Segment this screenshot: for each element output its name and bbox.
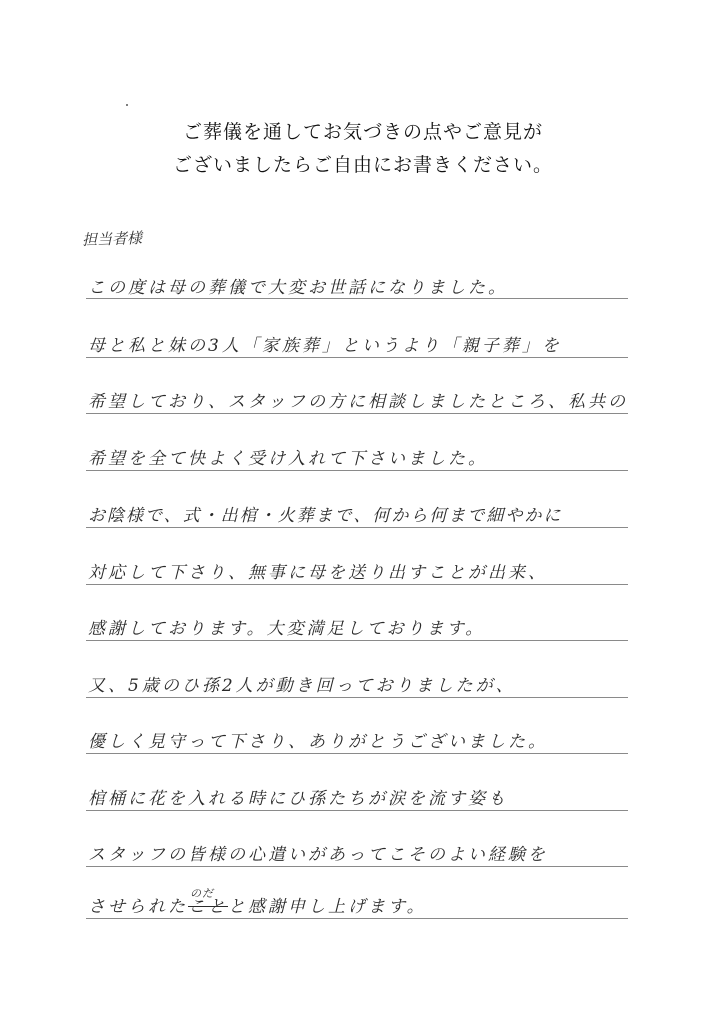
line-12-start: させられた xyxy=(88,897,188,917)
ruled-line xyxy=(86,753,628,754)
ruled-line xyxy=(86,810,628,811)
handwritten-line-6: 対応して下さり、無事に母を送り出すことが出来、 xyxy=(88,563,548,583)
handwritten-line-5: お陰様で、式・出棺・火葬まで、何から何まで細やかに xyxy=(88,506,563,526)
form-header-line-2: ございましたらご自由にお書きください。 xyxy=(172,154,553,176)
ruled-line xyxy=(86,357,628,358)
ruled-line xyxy=(86,640,628,641)
handwritten-line-11: スタッフの皆様の心遣いがあってこそのよい経験を xyxy=(88,845,548,865)
ruled-line xyxy=(86,527,628,528)
handwritten-line-12 xyxy=(88,887,427,917)
inserted-correction: のだ xyxy=(190,887,214,900)
line-12-end: と感謝申し上げます。 xyxy=(228,897,427,917)
handwritten-line-3: 希望しており、スタッフの方に相談しましたところ、私共の xyxy=(88,392,628,412)
ruled-line xyxy=(86,866,628,867)
handwritten-line-4: 希望を全て快よく受け入れて下さいました。 xyxy=(88,449,488,469)
form-header-line-1: ご葬儀を通してお気づきの点やご意見が xyxy=(182,121,543,143)
ruled-line xyxy=(86,697,628,698)
ruled-line xyxy=(86,584,628,585)
ink-speck xyxy=(126,104,128,106)
ruled-line xyxy=(86,298,628,299)
struck-out-word: こと のだ xyxy=(188,887,228,917)
handwritten-line-2: 母と私と妹の3人「家族葬」というより「親子葬」を xyxy=(88,336,562,356)
addressee: 担当者様 xyxy=(81,228,143,250)
handwritten-line-10: 棺桶に花を入れる時にひ孫たちが涙を流す姿も xyxy=(88,789,508,809)
ruled-line xyxy=(86,413,628,414)
handwritten-line-7: 感謝しております。大変満足しております。 xyxy=(88,619,486,639)
handwritten-line-8: 又、5歳のひ孫2人が動き回っておりましたが、 xyxy=(88,676,516,696)
handwritten-line-9: 優しく見守って下さり、ありがとうございました。 xyxy=(88,732,548,752)
handwritten-line-1: この度は母の葬儀で大変お世話になりました。 xyxy=(88,278,508,298)
ruled-line xyxy=(86,918,628,919)
ruled-line xyxy=(86,470,628,471)
